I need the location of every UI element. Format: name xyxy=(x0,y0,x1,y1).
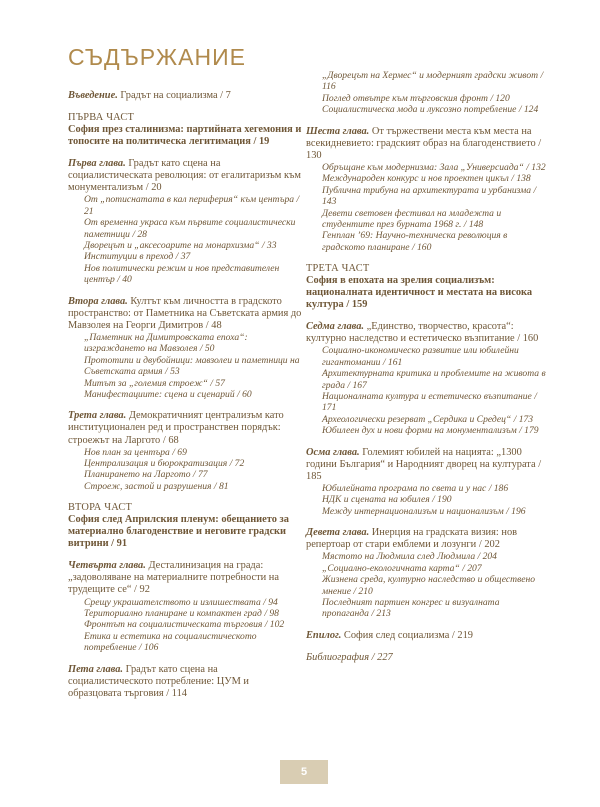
toc-subentry[interactable]: Националната култура и естетическо възпитание / 171 xyxy=(322,390,537,414)
toc-subentry[interactable]: Нов план за центъра / 69 xyxy=(84,446,187,458)
toc-subentry[interactable]: Юбилейната програма по света и у нас / 186 xyxy=(322,482,509,494)
toc-intro-title: Градът на социализма / 7 xyxy=(117,90,231,101)
toc-subentry[interactable]: Планирането на Ларгото / 77 xyxy=(84,469,208,481)
chapter-label: Трета глава. xyxy=(68,410,127,422)
chapter-title: Градът като сцена на социалистическата революция: от егалитаризъм към монументализъм / 20 xyxy=(68,158,301,194)
part1-title[interactable]: София през сталинизма: партийната хегемония и топосите на политическа легитимация / 19 xyxy=(68,124,302,148)
toc-subentry[interactable]: Фронтът на социалистическата търговия / 102 xyxy=(84,619,285,631)
epilogue-title: София след социализма / 219 xyxy=(341,629,473,641)
toc-chapter-3[interactable] xyxy=(68,410,304,446)
toc-subentry[interactable]: Девети световен фестивал на младежта и студентите през бурната 1968 г. / 148 xyxy=(322,207,502,230)
toc-subentry[interactable]: Архитектурната критика и проблемите на живота в града / 167 xyxy=(322,368,546,391)
toc-chapter-9[interactable] xyxy=(306,527,546,551)
part3-label: ТРЕТА ЧАСТ xyxy=(306,263,370,275)
chapter-title: Големият юбилей на нацията: „1300 години България“ и Народният дворец на културата / 185 xyxy=(306,446,542,482)
chapter-title: Градът като сцена на социалистическото потребление: ЦУМ и образцовата търговия / 114 xyxy=(68,663,249,699)
toc-subentry[interactable]: Териториално планиране и компактен град / 98 xyxy=(84,607,279,619)
toc-subentry[interactable]: Жизнена среда, културно наследство и обществено мнение / 210 xyxy=(322,574,536,597)
toc-intro[interactable] xyxy=(68,90,304,102)
chapter-title: От тържествени места към места на всекидневието: градският образ на благоденствието / 130 xyxy=(306,125,542,161)
toc-subentry[interactable]: Публична трибуна на архитектурата и урбанизма / 143 xyxy=(322,184,537,208)
toc-subentry[interactable]: „Дворецът на Хермес“ и модерният градски живот / 116 xyxy=(322,70,544,93)
toc-subentry[interactable]: Последният партиен конгрес и визуалната пропаганда / 213 xyxy=(322,596,500,620)
chapter-title: „Единство, творчество, красота“: културно наследство и естетическо възпитание / 160 xyxy=(306,321,539,345)
toc-subentry[interactable]: Генплан ’69: Научно-техническа революция в градското планиране / 160 xyxy=(322,230,508,253)
toc-left-column xyxy=(68,90,304,700)
part2-label: ВТОРА ЧАСТ xyxy=(68,502,133,514)
toc-subentry[interactable]: Социалистическа мода и луксозно потребление / 124 xyxy=(322,104,539,116)
toc-chapter-2[interactable] xyxy=(68,296,304,332)
toc-subentry[interactable]: Централизация и бюрократизация / 72 xyxy=(84,458,245,470)
chapter-title: Култът към личността в градското пространство: от Паметника на Съветската армия до Мавзолея на Георги Димитров / 48 xyxy=(68,295,302,331)
chapter-label: Осма глава. xyxy=(306,446,360,458)
page-number-box xyxy=(280,760,328,784)
toc-subentry[interactable]: От временна украса към първите социалистически паметници / 28 xyxy=(84,217,296,240)
toc-subentry[interactable]: Срещу украшателството и излишествата / 94 xyxy=(84,596,278,608)
toc-chapter-8[interactable] xyxy=(306,447,546,483)
chapter-label: Четвърта глава. xyxy=(68,560,146,572)
chapter-label: Втора глава. xyxy=(68,295,128,307)
page-number: 5 xyxy=(300,766,308,778)
toc-subentry[interactable]: Обръщане към модернизма: Зала „Универсиада“ / 132 xyxy=(322,161,546,173)
toc-chapter-4[interactable] xyxy=(68,560,304,596)
chapter-label: Първа глава. xyxy=(68,158,126,170)
part2-title[interactable]: София след Априлския пленум: обещанието за материално благоденствие и неговите градски витрини / 91 xyxy=(68,514,289,550)
chapter-label: Шеста глава. xyxy=(306,125,370,137)
epilogue-label: Епилог. xyxy=(306,629,342,641)
toc-subentry[interactable]: Институции в преход / 37 xyxy=(84,251,191,263)
toc-subentry[interactable]: От „потиснатата в кал периферия“ към центъра / 21 xyxy=(84,194,300,217)
chapter-label: Девета глава. xyxy=(306,527,370,539)
chapter-label: Пета глава. xyxy=(68,663,124,675)
toc-bibliography[interactable]: Библиография / 227 xyxy=(306,651,393,663)
chapter-title: Демократичният централизъм като институционален ред и пространствен порядък: строежът на Ларгото / 68 xyxy=(68,410,284,446)
toc-subentry[interactable]: Археологически резерват „Сердика и Средец“ / 173 xyxy=(322,413,534,425)
toc-subentry[interactable]: Нов политически режим и нов представителен център / 40 xyxy=(84,262,280,286)
toc-chapter-7[interactable] xyxy=(306,321,546,345)
toc-subentry[interactable]: Социално-икономическо развитие или юбилейни гигантомании / 161 xyxy=(322,345,519,368)
toc-subentry[interactable]: Между интернационализъм и национализъм / 196 xyxy=(322,505,526,517)
toc-subentry[interactable]: Строеж, застой и разрушения / 81 xyxy=(84,480,229,492)
toc-chapter-1[interactable] xyxy=(68,158,304,194)
part3-title[interactable]: София в епохата на зрелия социализъм: националната идентичност и местата на висока култура / 159 xyxy=(306,275,533,311)
chapter-label: Седма глава. xyxy=(306,321,365,333)
toc-subentry[interactable]: Юбилеен дух и нови форми на монументализъм / 179 xyxy=(322,425,539,437)
toc-subentry[interactable]: Международен конкурс и нов проектен цикъл / 138 xyxy=(322,173,531,185)
toc-subentry[interactable]: Поглед отвътре към търговския фронт / 120 xyxy=(322,92,510,104)
toc-intro-label: Въведение. xyxy=(68,90,118,101)
toc-subentry[interactable]: НДК и сцената на юбилея / 190 xyxy=(322,494,452,506)
toc-right-column xyxy=(306,70,546,664)
toc-subentry[interactable]: Манифестациите: сцена и сценарий / 60 xyxy=(84,388,252,400)
toc-subentry[interactable]: Митът за „големия строеж“ / 57 xyxy=(84,377,225,389)
toc-chapter-6[interactable] xyxy=(306,126,546,162)
toc-subentry[interactable]: Дворецът и „аксесоарите на монархизма“ / 33 xyxy=(84,240,277,251)
page-title: СЪДЪРЖАНИЕ xyxy=(68,44,246,70)
toc-subentry[interactable]: Прототипи и двубойници: мавзолеи и паметници на Съветската армия / 53 xyxy=(84,354,300,378)
toc-subentry[interactable]: Етика и естетика на социалистическото потребление / 106 xyxy=(84,630,257,654)
toc-subentry[interactable]: „Социално-екологичната карта“ / 207 xyxy=(322,562,482,574)
toc-subentry[interactable]: „Паметник на Димитровската епоха“: изграждането на Мавзолея / 50 xyxy=(84,331,248,355)
toc-subentry[interactable]: Мястото на Людмила след Людмила / 204 xyxy=(322,551,497,563)
chapter-title: Инерция на градската визия: нов репертоар от стари емблеми и лозунги / 202 xyxy=(306,527,518,551)
toc-epilogue[interactable] xyxy=(306,630,546,642)
part1-label: ПЪРВА ЧАСТ xyxy=(68,112,135,124)
toc-chapter-5[interactable] xyxy=(68,664,304,700)
chapter-title: Десталинизация на града: „задоволяване на материалните потребности на трудещите се“ / 92 xyxy=(68,560,279,596)
